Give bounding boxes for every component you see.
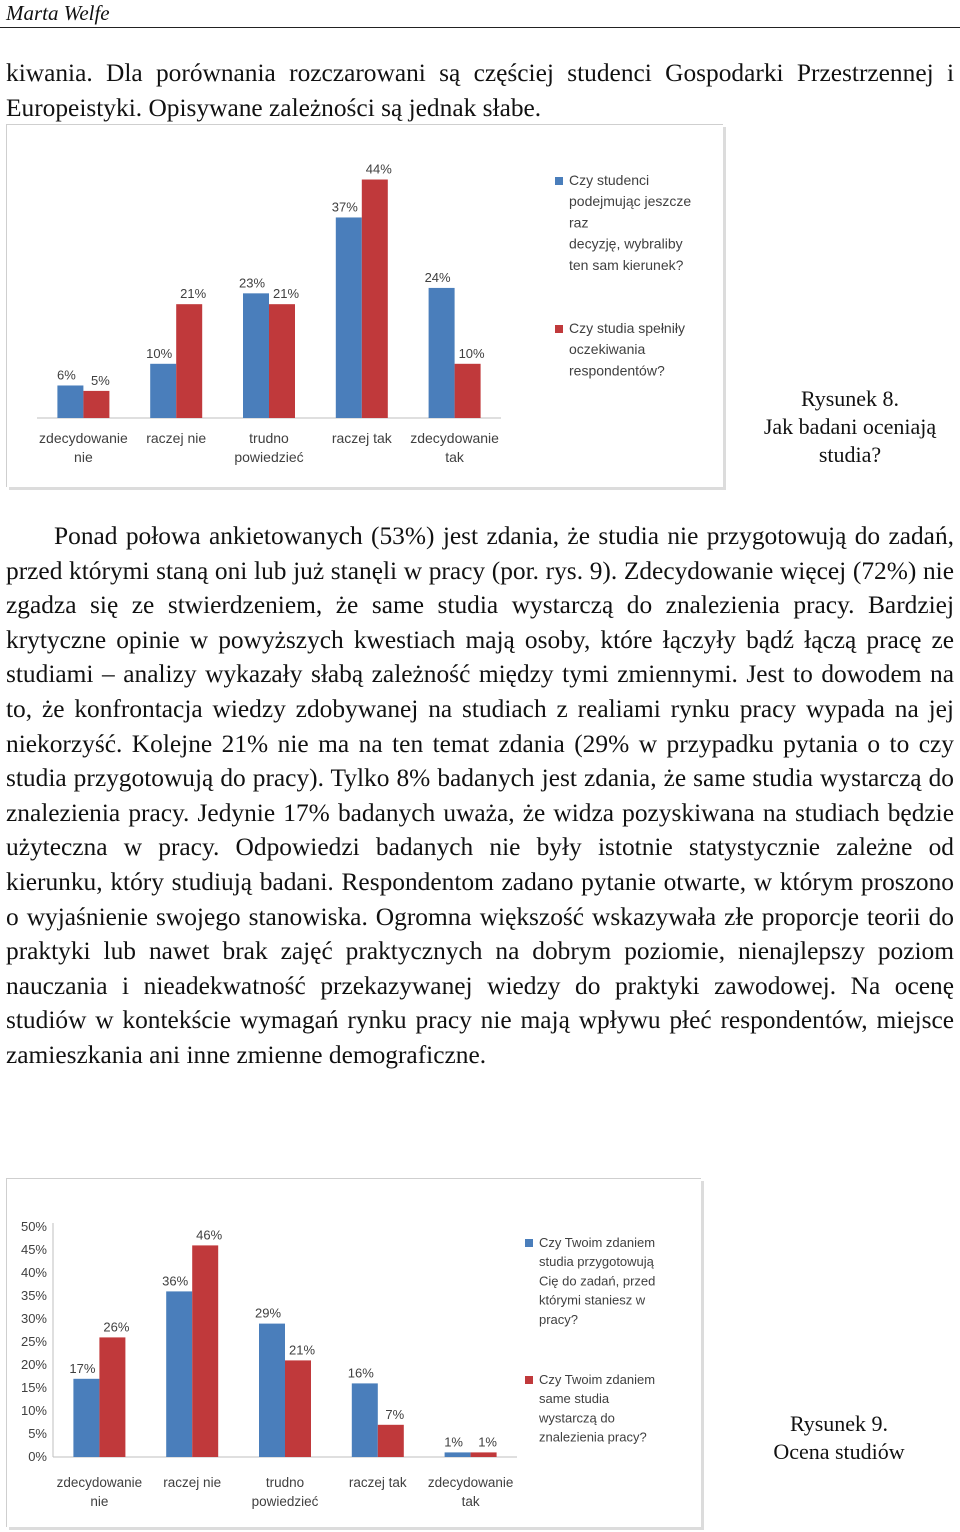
legend-swatch-2 [555,325,563,333]
figure-9-caption [744,1410,934,1466]
figure-8-caption [744,385,956,469]
category-label: powiedzieć [234,449,304,465]
data-label: 1% [478,1434,497,1450]
bar-series-2 [378,1425,404,1457]
data-label: 24% [424,269,451,285]
data-label: 10% [458,345,485,361]
y-tick-label: 0% [28,1449,47,1464]
data-label: 7% [385,1406,405,1422]
data-label: 46% [196,1227,223,1243]
y-tick-label: 10% [20,1403,47,1418]
legend-entry-text: oczekiwania [569,341,646,358]
bar-series-1 [445,1452,471,1457]
figure-8-chart [6,124,723,487]
figure-9-caption-number: Rysunek 9. [789,1411,889,1436]
legend-entry-text: znalezienia pracy? [539,1429,647,1445]
legend-entry-text: Cię do zadań, przed [539,1273,656,1289]
data-label: 44% [365,161,392,177]
data-label: 21% [288,1342,316,1358]
figure-8-svg [7,125,723,487]
y-tick-label: 50% [20,1219,47,1234]
y-tick-label: 5% [28,1426,47,1441]
figure-9-chart [6,1178,701,1527]
category-label: tak [461,1494,480,1509]
legend-swatch-1 [525,1239,533,1247]
data-label: 16% [347,1365,374,1381]
data-label: 36% [162,1273,189,1289]
bar-series-2 [362,180,388,418]
figure-8-caption-number: Rysunek 8. [800,386,900,411]
figure-8-caption-title-line2: studia? [818,442,882,467]
bar-series-2 [285,1360,311,1457]
y-tick-label: 45% [20,1242,47,1257]
legend-entry-text: Czy studia spełniły [569,320,685,336]
legend-entry-text: studia przygotowują [539,1254,654,1270]
legend-entry-text: pracy? [539,1311,579,1327]
data-label: 21% [272,286,300,302]
y-tick-label: 15% [20,1380,47,1395]
data-label: 26% [103,1319,130,1335]
legend-entry-text: wystarczą do [539,1410,615,1426]
bar-series-2 [99,1337,125,1457]
legend-entry-text: którymi staniesz w [539,1292,646,1308]
legend-entry-text: podejmując jeszcze [569,193,692,210]
category-label: raczej tak [331,430,392,446]
bar-series-2 [83,391,109,418]
category-label: zdecydowanie [39,430,128,446]
bar-series-1 [150,364,176,418]
category-label: raczej tak [348,1475,407,1490]
category-label: zdecydowanie [427,1475,514,1490]
running-head-author: Marta Welfe [6,1,110,25]
legend-entry-text: decyzję, wybraliby [569,235,683,252]
bar-series-1 [166,1291,192,1457]
data-label: 37% [331,199,358,215]
bar-series-2 [471,1452,497,1457]
legend-entry-text: respondentów? [569,362,665,379]
bar-series-1 [243,293,269,418]
legend-swatch-2 [525,1376,533,1384]
figure-9-caption-title: Ocena studiów [773,1439,905,1464]
y-tick-label: 30% [20,1311,47,1326]
bar-series-2 [176,304,202,418]
figure-9-svg [7,1179,701,1527]
data-label: 29% [254,1305,282,1321]
category-label: powiedzieć [251,1494,319,1509]
category-label: nie [74,449,93,465]
data-label: 21% [180,286,207,302]
y-tick-label: 20% [20,1357,47,1372]
legend-entry-text: raz [569,214,589,231]
bar-series-2 [269,304,295,418]
category-label: raczej nie [163,1475,222,1490]
category-label: nie [90,1494,109,1509]
legend-entry-text: same studia [539,1391,610,1407]
bar-series-1 [336,217,362,418]
paragraph-intro: kiwania. Dla porównania rozczarowani są częściej studenci Gospodarki Przestrzennej i Europeistyki. Opisywane zależności są jednak słabe. [6,59,954,122]
legend-swatch-1 [555,177,563,185]
category-label: raczej nie [146,430,207,446]
y-tick-label: 25% [20,1334,47,1349]
bar-series-1 [352,1383,378,1457]
paragraph-main: Ponad połowa ankietowanych (53%) jest zdania, że studia nie przygotowują do zadań, przed którymi staną oni lub już stanęli w pracy (por. rys. 9). Zdecydowanie więcej (72%) nie zgadza się ze stwierdzeniem, że same studia wystarczą do znalezienia pracy. Bardziej krytyczne opinie w powyższych kwestiach mają osoby, które łączyły bądź łączą pracę ze studiami – analizy wykazały słabą zależność między tymi zmiennymi. Jest to dowodem na to, że konfrontacja wiedzy zdobywanej na studiach z realiami rynku pracy wypada na jej niekorzyść. Kolejne 21% nie ma na ten temat zdania (29% w przypadku pytania o to czy studia przygotowują do pracy). Tylko 8% badanych jest zdania, że same studia wystarczą do znalezienia pracy. Jedynie 17% badanych uważa, że widza pozyskiwana na studiach będzie użyteczna w pracy. Odpowiedzi badanych nie były istotnie statystycznie zależne od kierunku, który studiują badani. Respondentom zadano pytanie otwarte, w którym proszono o wyjaśnienie swojego stanowiska. Ogromna większość wskazywała złe proporcje teorii do praktyki lub nawet brak zajęć praktycznych na dobrym poziomie, nienajlepszy poziom nauczania i nieadekwatność przekazywanej wiedzy do praktyki zawodowej. Na ocenę studiów w kontekście wymagań rynku pracy nie mają wpływu płeć respondentów, miejsce zamieszkania ani inne zmienne demograficzne. [6,522,954,1069]
bar-series-1 [73,1379,99,1457]
data-label: 1% [444,1434,463,1450]
category-label: trudno [265,1475,305,1490]
bar-series-1 [259,1324,285,1457]
y-tick-label: 35% [20,1288,47,1303]
data-label: 6% [57,367,76,383]
legend-entry-text: Czy studenci [569,172,650,188]
bar-series-2 [192,1245,218,1457]
bar-series-1 [429,288,455,418]
bar-series-1 [57,385,83,418]
category-label: zdecydowanie [410,430,499,446]
legend-entry-text: Czy Twoim zdaniem [539,1372,656,1387]
header-rule [0,27,960,28]
data-label: 23% [238,275,266,291]
figure-8-caption-title-line1: Jak badani oceniają [763,414,937,439]
category-label: tak [445,449,464,465]
data-label: 10% [146,345,173,361]
data-label: 17% [69,1360,96,1376]
category-label: trudno [249,430,289,446]
legend-entry-text: Czy Twoim zdaniem [539,1235,656,1250]
data-label: 5% [91,372,110,388]
category-label: zdecydowanie [56,1475,143,1490]
bar-series-2 [455,364,481,418]
legend-entry-text: ten sam kierunek? [569,256,684,273]
y-tick-label: 40% [20,1265,47,1280]
